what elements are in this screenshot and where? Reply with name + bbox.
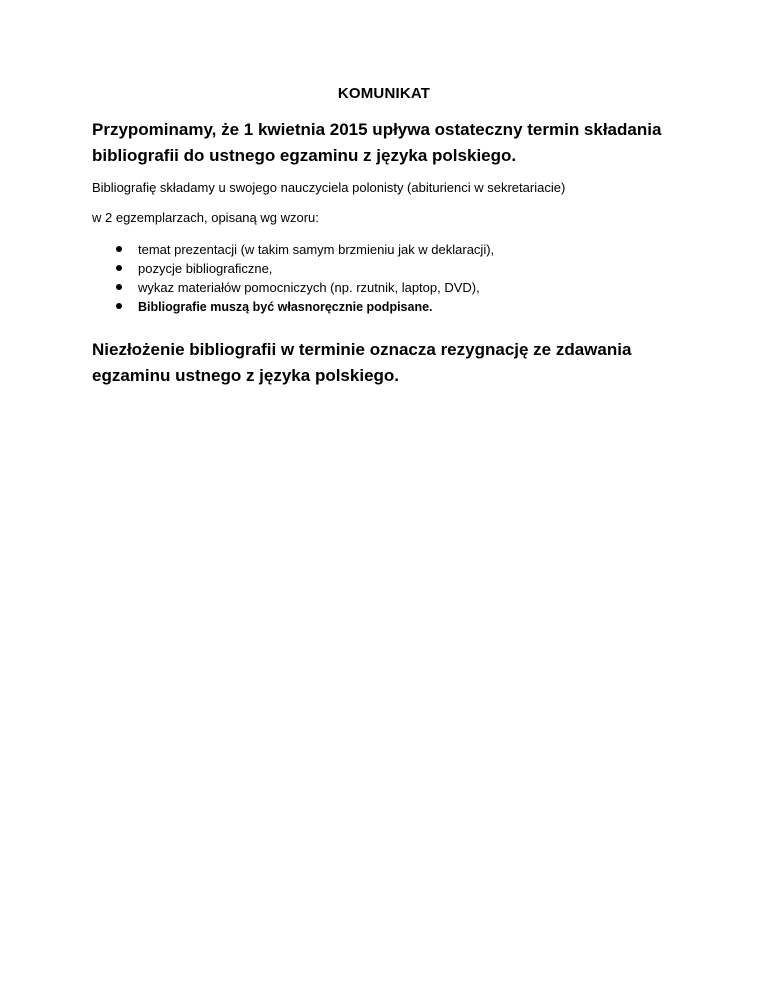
- bullet-icon: [116, 303, 122, 309]
- list-item: [92, 297, 712, 317]
- document-heading: KOMUNIKAT: [337, 85, 431, 102]
- list-item: [92, 259, 712, 278]
- lead-paragraph: Przypominamy, że 1 kwietnia 2015 upływa ostateczny termin składania bibliografii do ustnego egzaminu z języka polskiego.: [92, 120, 662, 165]
- body-paragraph-1: Bibliografię składamy u swojego nauczyciela polonisty (abiturienci w sekretariacie): [92, 180, 566, 195]
- list-item-text: temat prezentacji (w takim samym brzmieniu jak w deklaracji),: [138, 242, 495, 257]
- bullet-icon: [116, 246, 122, 252]
- body-paragraph-2: w 2 egzemplarzach, opisaną wg wzoru:: [92, 210, 319, 225]
- list-item-text: Bibliografie muszą być własnoręcznie podpisane.: [138, 300, 433, 314]
- bullet-icon: [116, 265, 122, 271]
- list-item-text: pozycje bibliograficzne,: [138, 261, 273, 276]
- bullet-icon: [116, 284, 122, 290]
- list-item: [92, 240, 712, 259]
- requirements-list: [92, 240, 712, 317]
- list-item: [92, 278, 712, 297]
- list-item-text: wykaz materiałów pomocniczych (np. rzutnik, laptop, DVD),: [138, 280, 480, 295]
- closing-paragraph: Niezłożenie bibliografii w terminie oznacza rezygnację ze zdawania egzaminu ustnego z języka polskiego.: [92, 340, 632, 385]
